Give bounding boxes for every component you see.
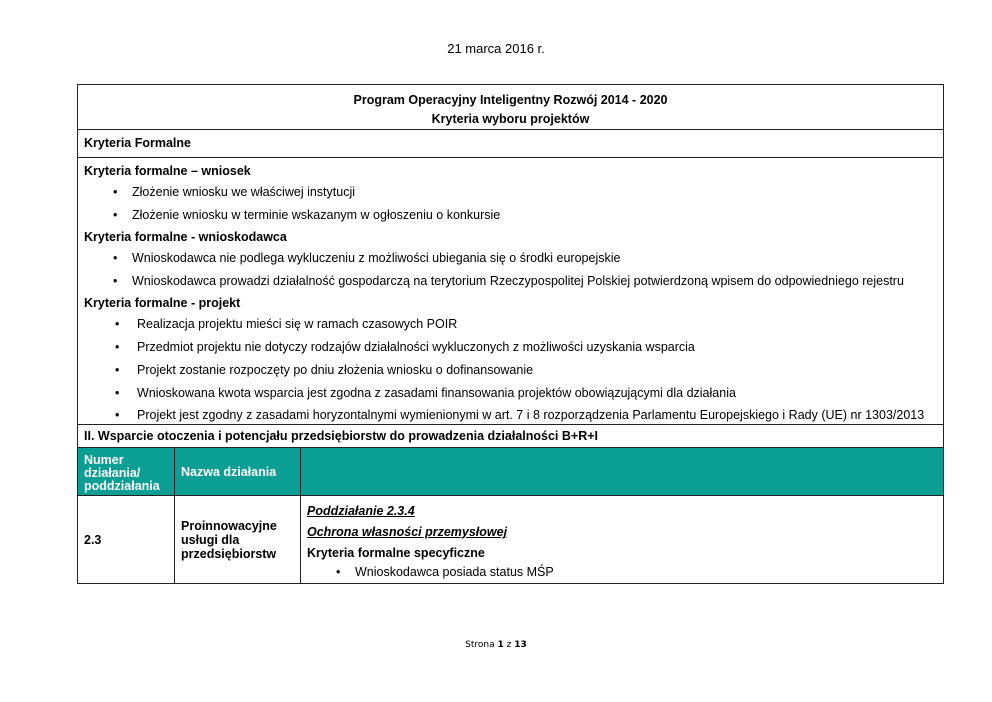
criteria-list (84, 181, 937, 227)
header-number-column: Numer działania/ poddziałania (78, 448, 175, 496)
list-item: • Projekt zostanie rozpoczęty po dniu złożenia wniosku o dofinansowanie (115, 363, 534, 377)
bullet-icon: • (115, 340, 120, 354)
action-number: 2.3 (78, 496, 175, 584)
list-item: • Projekt jest zgodny z zasadami horyzontalnymi wymienionymi w art. 7 i 8 rozporządzenia Parlamentu Europejskiego i Rady (UE) nr 1303/2013 (115, 408, 925, 422)
header-empty-column (301, 448, 944, 496)
poddzialanie-name: Ochrona własności przemysłowej (307, 525, 508, 539)
list-item: • Przedmiot projektu nie dotyczy rodzajów działalności wykluczonych z możliwości uzyskania wsparcia (115, 340, 695, 354)
action-name: Proinnowacyjne usługi dla przedsiębiorstw (175, 496, 301, 584)
specific-criteria-heading: Kryteria formalne specyficzne (307, 546, 485, 560)
bullet-icon: • (113, 251, 118, 265)
group-heading: Kryteria formalne - wnioskodawca (84, 230, 287, 244)
table-header-row (78, 448, 944, 496)
formal-criteria-body (78, 158, 944, 425)
section-ii-heading: II. Wsparcie otoczenia i potencjału przedsiębiorstw do prowadzenia działalności B+R+I (78, 425, 944, 448)
bullet-icon: • (115, 408, 120, 422)
page-footer: Strona 1 z 13 (465, 640, 527, 650)
bullet-icon: • (115, 317, 120, 331)
bullet-icon: • (113, 274, 118, 288)
poddzialanie-number: Poddziałanie 2.3.4 (307, 504, 415, 518)
bullet-icon: • (115, 386, 120, 400)
criteria-table (77, 84, 944, 584)
bullet-icon: • (113, 185, 118, 199)
program-title: Program Operacyjny Inteligentny Rozwój 2014 - 2020 (353, 93, 668, 107)
list-item: • Złożenie wniosku we właściwej instytucji (113, 185, 355, 199)
specific-criteria-list (307, 564, 937, 581)
list-item: • Złożenie wniosku w terminie wskazanym w ogłoszeniu o konkursie (113, 208, 501, 222)
section-formal-heading: Kryteria Formalne (78, 130, 944, 158)
table-row (78, 496, 944, 584)
document-date: 21 marca 2016 r. (447, 41, 545, 56)
action-content (301, 496, 944, 584)
bullet-icon: • (115, 363, 120, 377)
list-item: • Wnioskodawca nie podlega wykluczeniu z możliwości ubiegania się o środki europejskie (113, 251, 621, 265)
criteria-title: Kryteria wyboru projektów (431, 112, 590, 126)
group-heading: Kryteria formalne – wniosek (84, 164, 251, 178)
table-title-cell (78, 85, 944, 130)
list-item: • Realizacja projektu mieści się w ramach czasowych POIR (115, 317, 458, 331)
bullet-icon: • (113, 208, 118, 222)
group-heading: Kryteria formalne - projekt (84, 296, 241, 310)
header-name-column: Nazwa działania (175, 448, 301, 496)
criteria-list (84, 247, 937, 293)
list-item: • Wnioskowana kwota wsparcia jest zgodna z zasadami finansowania projektów obowiązującymi dla działania (115, 386, 736, 400)
bullet-icon: • (336, 565, 341, 579)
list-item: • Wnioskodawca posiada status MŚP (336, 565, 554, 579)
criteria-list (84, 313, 937, 422)
list-item: • Wnioskodawca prowadzi działalność gospodarczą na terytorium Rzeczypospolitej Polskiej potwierdzoną wpisem do odpowiedniego rejestru (113, 274, 904, 288)
